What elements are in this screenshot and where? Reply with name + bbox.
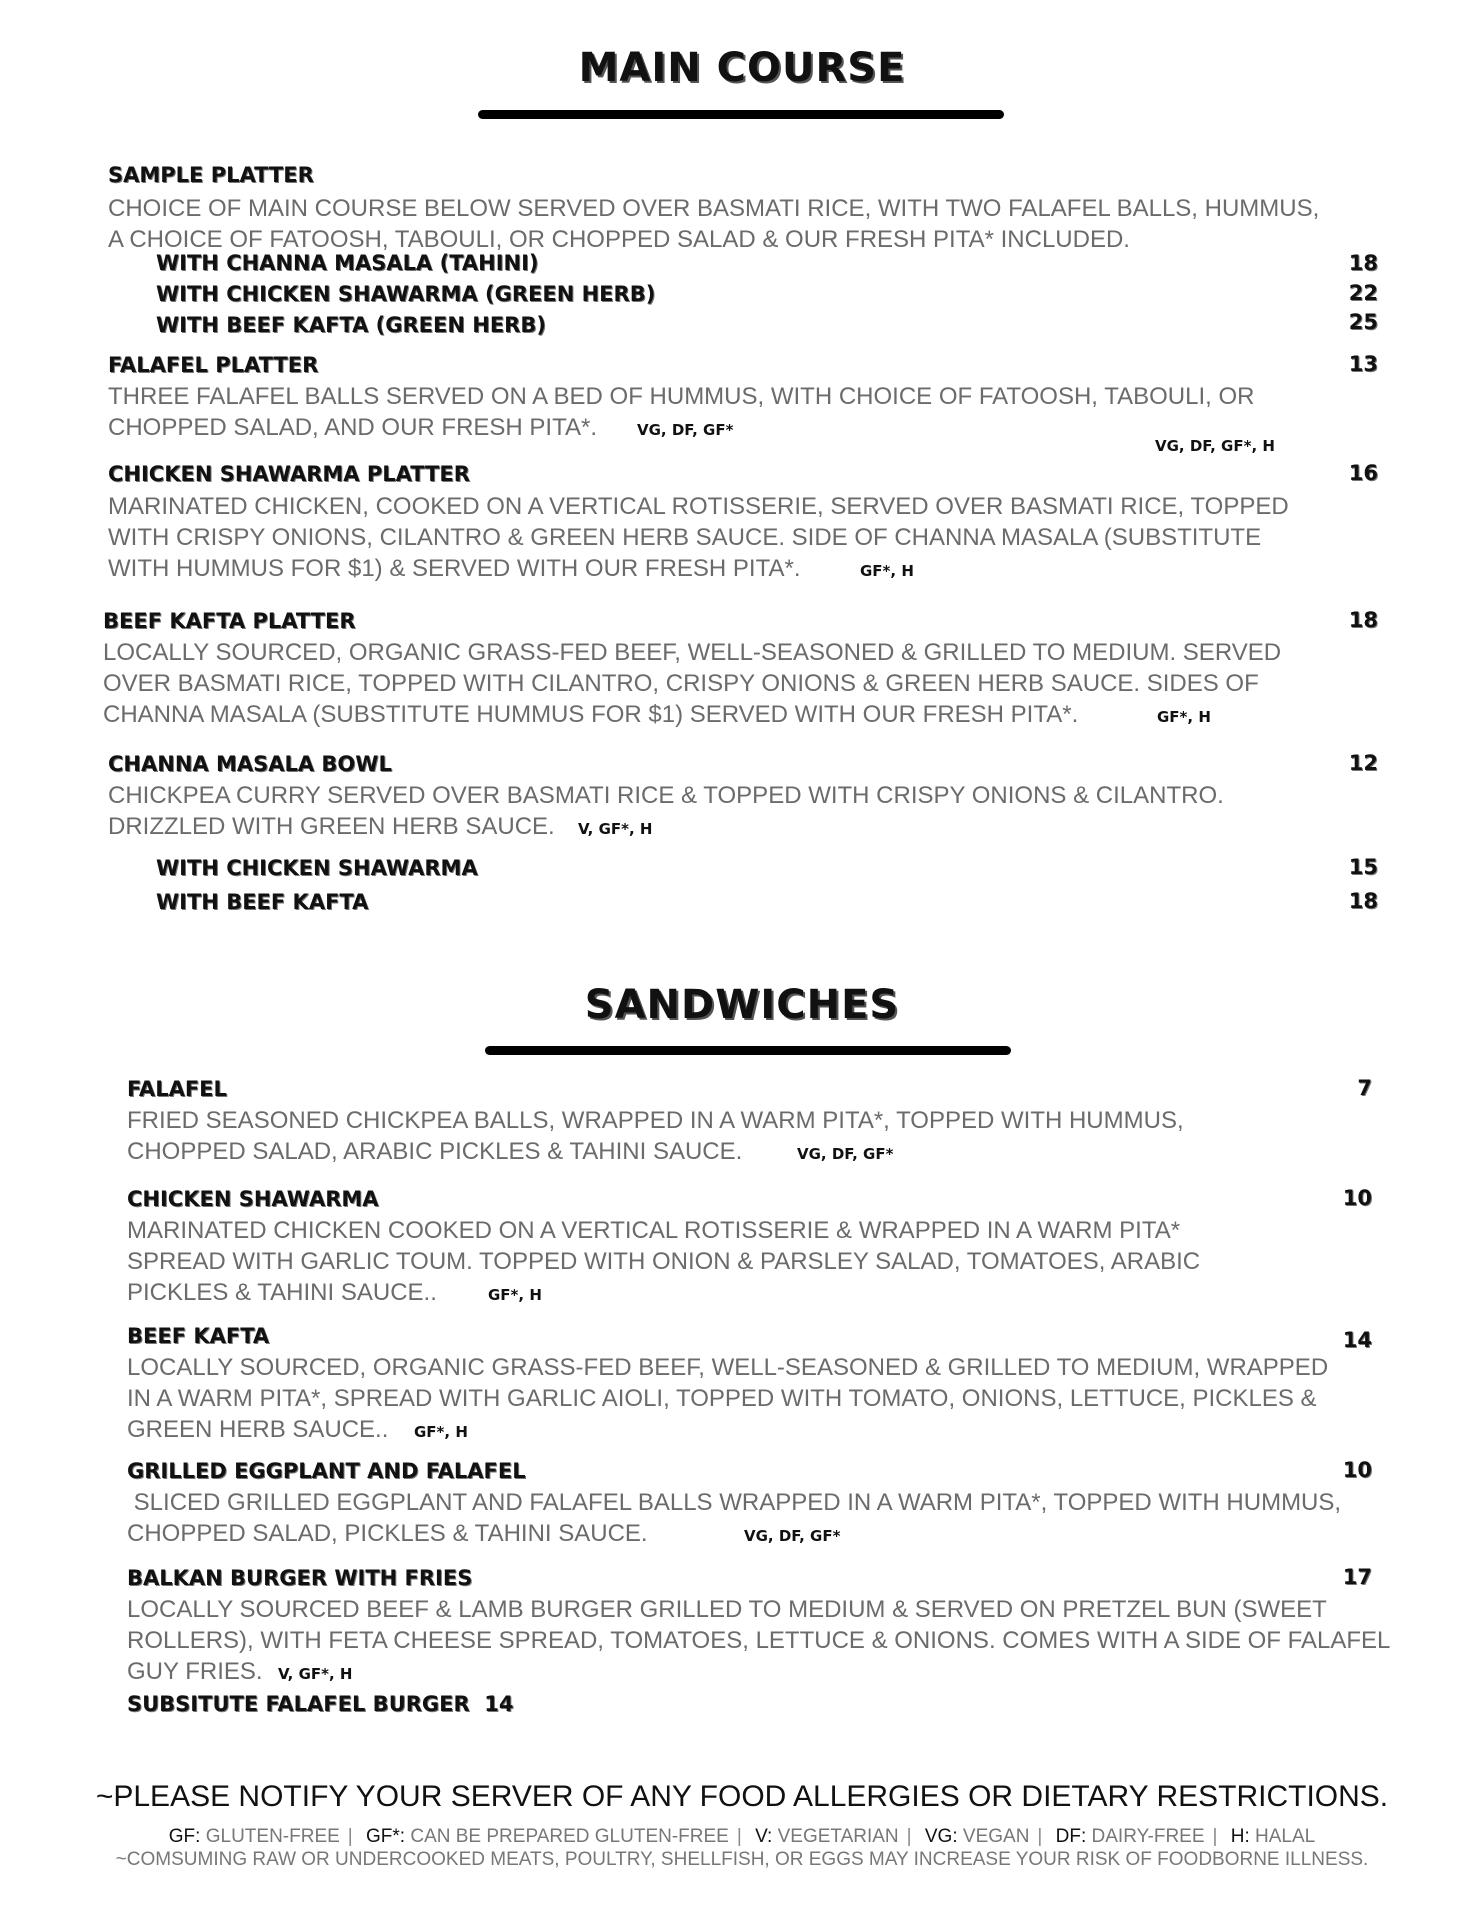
burger-desc: ROLLERS), WITH FETA CHEESE SPREAD, TOMATOES, LETTUCE & ONIONS. COMES WITH A SIDE OF FALAFEL bbox=[127, 1627, 1391, 1654]
channa-option-name: WITH BEEF KAFTA bbox=[156, 890, 369, 914]
sample-option-name: WITH CHANNA MASALA (TAHINI) bbox=[156, 251, 539, 275]
beef-sandwich-name: BEEF KAFTA bbox=[127, 1324, 270, 1348]
chicken-sandwich-price: 10 bbox=[1342, 1186, 1372, 1210]
falafel-platter-desc: THREE FALAFEL BALLS SERVED ON A BED OF HUMMUS, WITH CHOICE OF FATOOSH, TABOULI, OR bbox=[108, 383, 1255, 410]
beef-platter-name: BEEF KAFTA PLATTER bbox=[103, 609, 356, 633]
beef-sandwich-tag: GF*, H bbox=[414, 1423, 468, 1441]
falafel-sandwich-desc: CHOPPED SALAD, ARABIC PICKLES & TAHINI SAUCE. bbox=[127, 1138, 743, 1165]
sandwiches-divider bbox=[485, 1046, 1011, 1055]
beef-sandwich-desc: GREEN HERB SAUCE.. bbox=[127, 1416, 389, 1443]
falafel-platter-tag: VG, DF, GF* bbox=[637, 421, 734, 439]
falafel-platter-desc: CHOPPED SALAD, AND OUR FRESH PITA*. bbox=[108, 414, 597, 441]
channa-option-name: WITH CHICKEN SHAWARMA bbox=[156, 856, 478, 880]
burger-desc: GUY FRIES. bbox=[127, 1658, 263, 1685]
sample-option-price: 25 bbox=[1348, 310, 1378, 334]
main-course-heading: MAIN COURSE bbox=[578, 45, 906, 91]
sample-option-name: WITH CHICKEN SHAWARMA (GREEN HERB) bbox=[156, 282, 656, 306]
falafel-platter-tag-right: VG, DF, GF*, H bbox=[1155, 437, 1275, 455]
legend-value: VEGAN bbox=[962, 1826, 1030, 1847]
channa-bowl-name: CHANNA MASALA BOWL bbox=[108, 752, 392, 776]
sandwiches-heading: SANDWICHES bbox=[584, 982, 900, 1028]
eggplant-sandwich-name: GRILLED EGGPLANT AND FALAFEL bbox=[127, 1459, 526, 1483]
foodborne-warning: ~COMSUMING RAW OR UNDERCOOKED MEATS, POULTRY, SHELLFISH, OR EGGS MAY INCREASE YOUR RISK OF FOODBORNE ILLNESS. bbox=[115, 1849, 1369, 1870]
sample-platter-name: SAMPLE PLATTER bbox=[108, 163, 314, 187]
chicken-sandwich-desc: SPREAD WITH GARLIC TOUM. TOPPED WITH ONION & PARSLEY SALAD, TOMATOES, ARABIC bbox=[127, 1248, 1201, 1275]
legend-key: GF: bbox=[168, 1826, 201, 1847]
chicken-platter-desc: WITH CRISPY ONIONS, CILANTRO & GREEN HERB SAUCE. SIDE OF CHANNA MASALA (SUBSTITUTE bbox=[108, 524, 1262, 551]
sample-option-price: 22 bbox=[1348, 281, 1378, 305]
sample-platter-desc: CHOICE OF MAIN COURSE BELOW SERVED OVER BASMATI RICE, WITH TWO FALAFEL BALLS, HUMMUS, bbox=[108, 195, 1320, 222]
eggplant-sandwich-desc: CHOPPED SALAD, PICKLES & TAHINI SAUCE. bbox=[127, 1520, 648, 1547]
falafel-sandwich-name: FALAFEL bbox=[127, 1077, 227, 1101]
legend-value: GLUTEN-FREE bbox=[205, 1826, 340, 1847]
falafel-sandwich-price: 7 bbox=[1357, 1076, 1372, 1100]
channa-bowl-price: 12 bbox=[1348, 751, 1378, 775]
chicken-platter-desc: WITH HUMMUS FOR $1) & SERVED WITH OUR FRESH PITA*. bbox=[108, 555, 801, 582]
beef-platter-desc: LOCALLY SOURCED, ORGANIC GRASS-FED BEEF, WELL-SEASONED & GRILLED TO MEDIUM. SERVED bbox=[103, 639, 1282, 666]
legend-key: H: bbox=[1230, 1826, 1250, 1847]
legend-value: DAIRY-FREE bbox=[1091, 1826, 1205, 1847]
chicken-platter-desc: MARINATED CHICKEN, COOKED ON A VERTICAL ROTISSERIE, SERVED OVER BASMATI RICE, TOPPED bbox=[108, 493, 1289, 520]
channa-option-price: 18 bbox=[1348, 889, 1378, 913]
chicken-sandwich-tag: GF*, H bbox=[488, 1286, 542, 1304]
legend-key: DF: bbox=[1055, 1826, 1087, 1847]
allergy-notice: ~PLEASE NOTIFY YOUR SERVER OF ANY FOOD ALLERGIES OR DIETARY RESTRICTIONS. bbox=[95, 1780, 1389, 1813]
chicken-platter-price: 16 bbox=[1348, 461, 1378, 485]
sample-option-price: 18 bbox=[1348, 251, 1378, 275]
channa-bowl-desc: CHICKPEA CURRY SERVED OVER BASMATI RICE & TOPPED WITH CRISPY ONIONS & CILANTRO. bbox=[108, 782, 1224, 809]
beef-platter-price: 18 bbox=[1348, 608, 1378, 632]
beef-sandwich-desc: LOCALLY SOURCED, ORGANIC GRASS-FED BEEF, WELL-SEASONED & GRILLED TO MEDIUM, WRAPPED bbox=[127, 1354, 1329, 1381]
burger-tag: V, GF*, H bbox=[278, 1665, 353, 1683]
legend-key: VG: bbox=[924, 1826, 958, 1847]
eggplant-sandwich-tag: VG, DF, GF* bbox=[744, 1527, 841, 1545]
burger-name: BALKAN BURGER WITH FRIES bbox=[127, 1566, 473, 1590]
chicken-platter-name: CHICKEN SHAWARMA PLATTER bbox=[108, 462, 470, 486]
burger-price: 17 bbox=[1342, 1565, 1372, 1589]
beef-sandwich-desc: IN A WARM PITA*, SPREAD WITH GARLIC AIOLI, TOPPED WITH TOMATO, ONIONS, LETTUCE, PICKLES & bbox=[127, 1385, 1317, 1412]
legend-value: CAN BE PREPARED GLUTEN-FREE bbox=[410, 1826, 729, 1847]
falafel-platter-name: FALAFEL PLATTER bbox=[108, 353, 319, 377]
falafel-sandwich-tag: VG, DF, GF* bbox=[797, 1145, 894, 1163]
main-course-divider bbox=[478, 110, 1004, 119]
chicken-sandwich-name: CHICKEN SHAWARMA bbox=[127, 1187, 379, 1211]
sample-option-name: WITH BEEF KAFTA (GREEN HERB) bbox=[156, 313, 546, 337]
burger-desc: LOCALLY SOURCED BEEF & LAMB BURGER GRILLED TO MEDIUM & SERVED ON PRETZEL BUN (SWEET bbox=[127, 1596, 1327, 1623]
chicken-sandwich-desc: PICKLES & TAHINI SAUCE.. bbox=[127, 1279, 437, 1306]
channa-option-price: 15 bbox=[1348, 855, 1378, 879]
channa-bowl-desc: DRIZZLED WITH GREEN HERB SAUCE. bbox=[108, 813, 555, 840]
falafel-sandwich-desc: FRIED SEASONED CHICKPEA BALLS, WRAPPED IN A WARM PITA*, TOPPED WITH HUMMUS, bbox=[127, 1107, 1184, 1134]
burger-substitute: SUBSITUTE FALAFEL BURGER 14 bbox=[127, 1692, 514, 1716]
chicken-sandwich-desc: MARINATED CHICKEN COOKED ON A VERTICAL ROTISSERIE & WRAPPED IN A WARM PITA* bbox=[127, 1217, 1181, 1244]
legend-key: GF*: bbox=[366, 1826, 406, 1847]
legend-value: VEGETARIAN bbox=[777, 1826, 899, 1847]
chicken-platter-tag: GF*, H bbox=[860, 562, 914, 580]
sample-platter-desc: A CHOICE OF FATOOSH, TABOULI, OR CHOPPED SALAD & OUR FRESH PITA* INCLUDED. bbox=[108, 226, 1130, 253]
legend-value: HALAL bbox=[1255, 1826, 1316, 1847]
beef-platter-desc: OVER BASMATI RICE, TOPPED WITH CILANTRO, CRISPY ONIONS & GREEN HERB SAUCE. SIDES OF bbox=[103, 670, 1259, 697]
channa-bowl-tag: V, GF*, H bbox=[578, 820, 653, 838]
eggplant-sandwich-desc: SLICED GRILLED EGGPLANT AND FALAFEL BALLS WRAPPED IN A WARM PITA*, TOPPED WITH HUMMUS, bbox=[127, 1489, 1342, 1516]
legend-key: V: bbox=[755, 1826, 773, 1847]
falafel-platter-price: 13 bbox=[1348, 352, 1378, 376]
beef-platter-tag: GF*, H bbox=[1157, 708, 1211, 726]
beef-sandwich-price: 14 bbox=[1342, 1328, 1372, 1352]
beef-platter-desc: CHANNA MASALA (SUBSTITUTE HUMMUS FOR $1) SERVED WITH OUR FRESH PITA*. bbox=[103, 701, 1079, 728]
eggplant-sandwich-price: 10 bbox=[1342, 1458, 1372, 1482]
dietary-legend: GF: GLUTEN-FREE | GF*: CAN BE PREPARED GLUTEN-FREE | V: VEGETARIAN | VG: VEGAN | DF: DAIRY-FREE | H: HALAL bbox=[168, 1826, 1316, 1847]
